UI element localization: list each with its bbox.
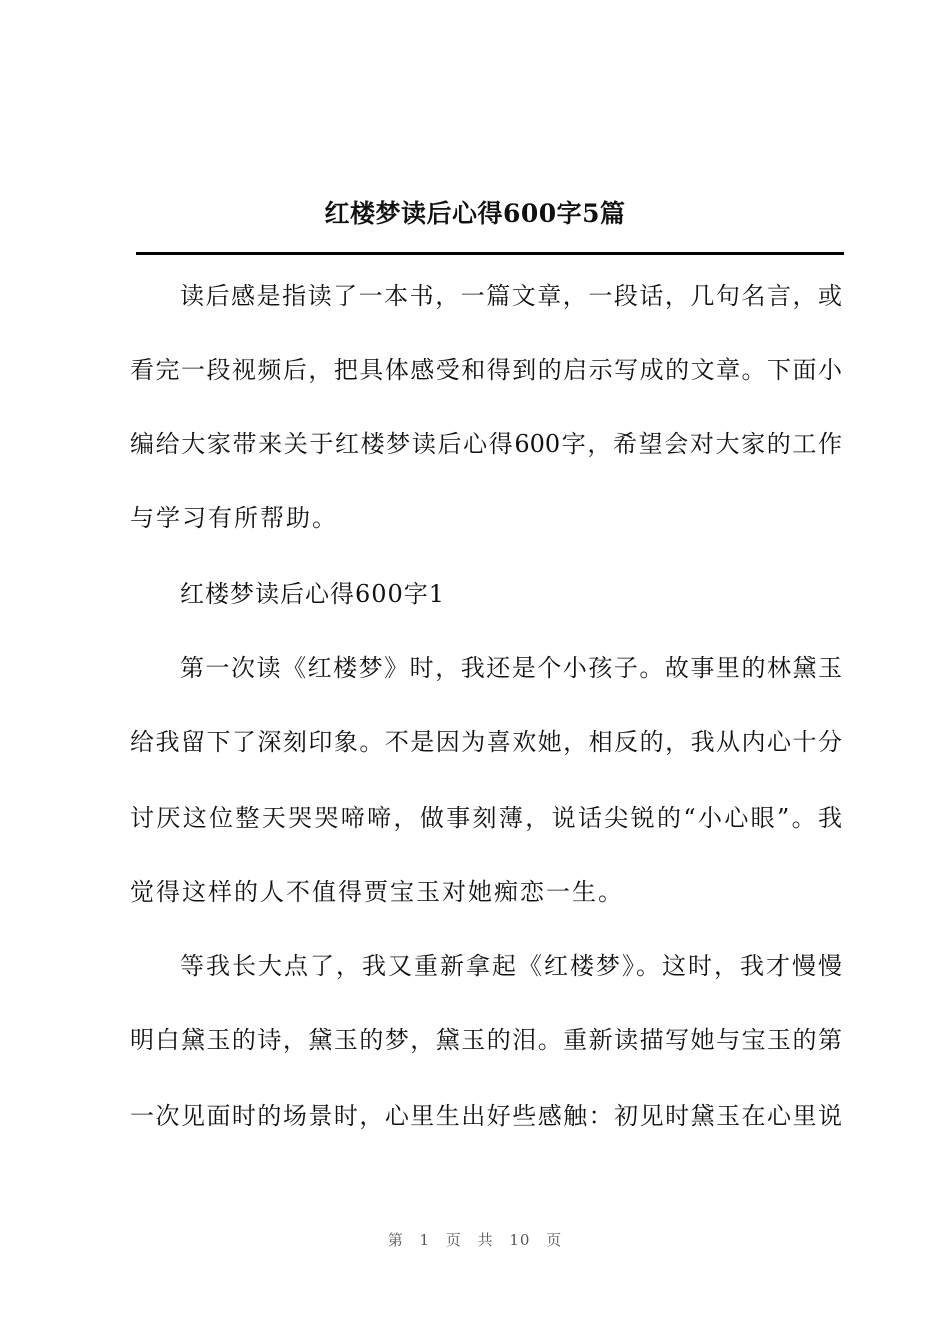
body-line: 第一次读《红楼梦》时，我还是个小孩子。故事里的林黛玉 — [180, 654, 842, 682]
body-line: 讨厌这位整天哭哭啼啼，做事刻薄，说话尖锐的“小心眼”。我 — [130, 804, 842, 832]
body-line: 一次见面时的场景时，心里生出好些感触：初见时黛玉在心里说 — [130, 1102, 842, 1130]
body-line: 等我长大点了，我又重新拿起《红楼梦》。这时，我才慢慢 — [180, 952, 842, 980]
title-underline — [136, 252, 844, 255]
body-line: 与学习有所帮助。 — [130, 504, 338, 532]
page-number-footer: 第 1 页 共 10 页 — [387, 1231, 563, 1249]
document-title: 红楼梦读后心得600字5篇 — [324, 199, 626, 228]
body-line: 给我留下了深刻印象。不是因为喜欢她，相反的，我从内心十分 — [130, 728, 842, 756]
section-heading: 红楼梦读后心得600字1 — [180, 580, 446, 608]
body-line: 看完一段视频后，把具体感受和得到的启示写成的文章。下面小 — [130, 356, 842, 384]
body-line: 觉得这样的人不值得贾宝玉对她痴恋一生。 — [130, 878, 624, 906]
body-line: 读后感是指读了一本书，一篇文章，一段话，几句名言，或 — [180, 282, 842, 310]
body-line: 编给大家带来关于红楼梦读后心得600字，希望会对大家的工作 — [130, 430, 842, 458]
body-line: 明白黛玉的诗，黛玉的梦，黛玉的泪。重新读描写她与宝玉的第 — [130, 1026, 842, 1054]
